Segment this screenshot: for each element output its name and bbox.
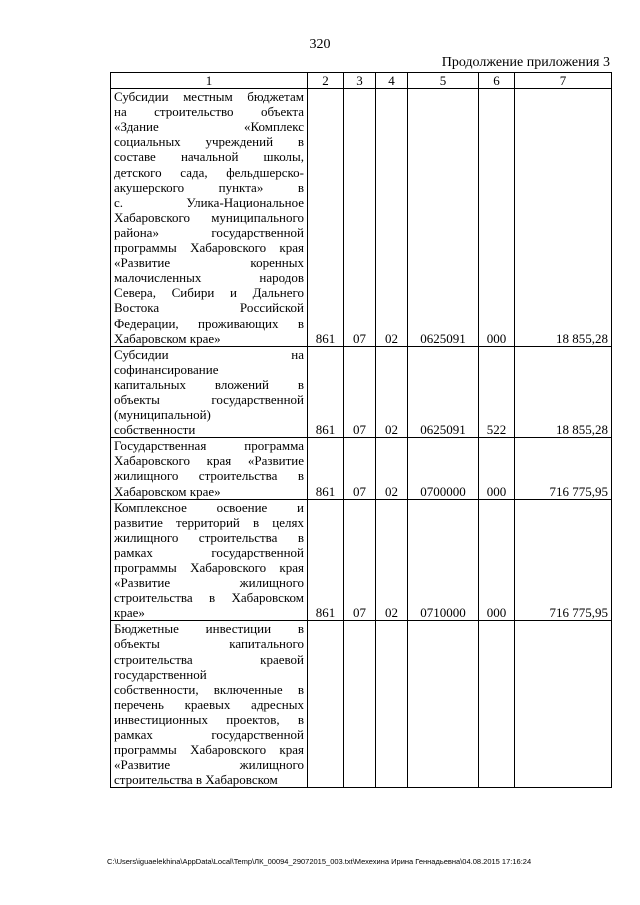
target-article-code <box>408 621 479 788</box>
description-line: Федерации, проживающих в <box>114 315 304 331</box>
expense-type-code: 000 <box>479 438 515 499</box>
description-line: инвестиционных проектов, в <box>114 711 304 727</box>
expense-type-code: 522 <box>479 346 515 438</box>
description-line: рамках государственной <box>114 727 304 743</box>
budget-table <box>110 72 612 788</box>
column-header: 4 <box>376 73 408 89</box>
description-line: крае» <box>114 605 145 621</box>
column-header: 1 <box>111 73 308 89</box>
description-line: детского сада, фельдшерско- <box>114 164 304 180</box>
amount-value: 18 855,28 <box>515 346 612 438</box>
amount-value: 716 775,95 <box>515 438 612 499</box>
description-line: Комплексное освоение и <box>114 499 304 515</box>
description-line: района» государственной <box>114 224 304 240</box>
description-line: Государственная программа <box>114 438 304 454</box>
description-line: на строительство объекта <box>114 104 304 120</box>
section-code: 07 <box>344 346 376 438</box>
description-line: объекты государственной <box>114 391 304 407</box>
table-row <box>111 89 612 347</box>
section-code <box>344 621 376 788</box>
description-line: собственности <box>114 422 196 438</box>
section-code: 07 <box>344 438 376 499</box>
row-description <box>111 621 308 788</box>
description-line: Хабаровского муниципального <box>114 209 304 225</box>
description-line: составе начальной школы, <box>114 149 304 165</box>
file-path-footer: C:\Users\iguaelekhina\AppData\Local\Temp\ЛК_00094_29072015_003.txt\Мехехина Ирина Геннадьевна\04.08.2015 17:16:24 <box>107 857 532 866</box>
description-line: Хабаровском крае» <box>114 483 221 499</box>
description-line: объекты капитального <box>114 636 304 652</box>
description-line: с. Улика-Национальное <box>114 194 304 210</box>
subsection-code: 02 <box>376 346 408 438</box>
section-code: 07 <box>344 89 376 347</box>
description-line: строительства в Хабаровском <box>114 772 278 788</box>
description-line: капитальных вложений в <box>114 376 304 392</box>
subsection-code <box>376 621 408 788</box>
description-line: софинансирование <box>114 361 219 377</box>
description-line: жилищного строительства в <box>114 529 304 545</box>
row-description <box>111 89 308 347</box>
description-line: программы Хабаровского края <box>114 240 304 256</box>
amount-value: 716 775,95 <box>515 499 612 621</box>
description-line: «Развитие жилищного <box>114 757 304 773</box>
description-line: «Развитие жилищного <box>114 575 304 591</box>
ministry-code <box>308 621 344 788</box>
table-row <box>111 499 612 621</box>
row-description <box>111 438 308 499</box>
amount-value: 18 855,28 <box>515 89 612 347</box>
expense-type-code: 000 <box>479 89 515 347</box>
description-line: Севера, Сибири и Дальнего <box>114 285 304 301</box>
target-article-code: 0625091 <box>408 346 479 438</box>
description-line: строительства в Хабаровском <box>114 590 304 606</box>
target-article-code: 0700000 <box>408 438 479 499</box>
subsection-code: 02 <box>376 89 408 347</box>
subsection-code: 02 <box>376 499 408 621</box>
description-line: жилищного строительства в <box>114 468 304 484</box>
column-header: 2 <box>308 73 344 89</box>
description-line: программы Хабаровского края <box>114 560 304 575</box>
row-description <box>111 499 308 621</box>
expense-type-code <box>479 621 515 788</box>
table-row <box>111 621 612 788</box>
continuation-label: Продолжение приложения 3 <box>441 55 610 70</box>
amount-value <box>515 621 612 788</box>
target-article-code: 0710000 <box>408 499 479 621</box>
description-line: собственности, включенные в <box>114 681 304 697</box>
description-line: развитие территорий в целях <box>114 514 304 530</box>
row-description <box>111 346 308 438</box>
description-line: программы Хабаровского края <box>114 742 304 758</box>
description-line: «Здание «Комплекс <box>114 119 304 135</box>
column-header: 3 <box>344 73 376 89</box>
description-line: социальных учреждений в <box>114 134 304 150</box>
description-line: «Развитие коренных <box>114 255 304 271</box>
description-line: Хабаровского края «Развитие <box>114 453 304 469</box>
description-line: государственной <box>114 666 207 682</box>
description-line: Хабаровском крае» <box>114 330 221 346</box>
description-line: Бюджетные инвестиции в <box>114 621 304 637</box>
ministry-code: 861 <box>308 346 344 438</box>
ministry-code: 861 <box>308 499 344 621</box>
table-row <box>111 438 612 499</box>
description-line: малочисленных народов <box>114 270 304 286</box>
table-row <box>111 346 612 438</box>
description-line: рамках государственной <box>114 544 304 560</box>
column-header: 7 <box>515 73 612 89</box>
description-line: Субсидии на <box>114 346 304 362</box>
description-line: акушерского пункта» в <box>114 179 304 195</box>
ministry-code: 861 <box>308 89 344 347</box>
description-line: Востока Российской <box>114 300 304 316</box>
description-line: перечень краевых адресных <box>114 696 304 712</box>
header-row <box>111 73 612 89</box>
section-code: 07 <box>344 499 376 621</box>
column-header: 6 <box>479 73 515 89</box>
page-number: 320 <box>309 37 331 52</box>
description-line: (муниципальной) <box>114 407 211 423</box>
description-line: строительства краевой <box>114 651 304 667</box>
ministry-code: 861 <box>308 438 344 499</box>
expense-type-code: 000 <box>479 499 515 621</box>
subsection-code: 02 <box>376 438 408 499</box>
description-line: Субсидии местным бюджетам <box>114 89 304 105</box>
target-article-code: 0625091 <box>408 89 479 347</box>
column-header: 5 <box>408 73 479 89</box>
